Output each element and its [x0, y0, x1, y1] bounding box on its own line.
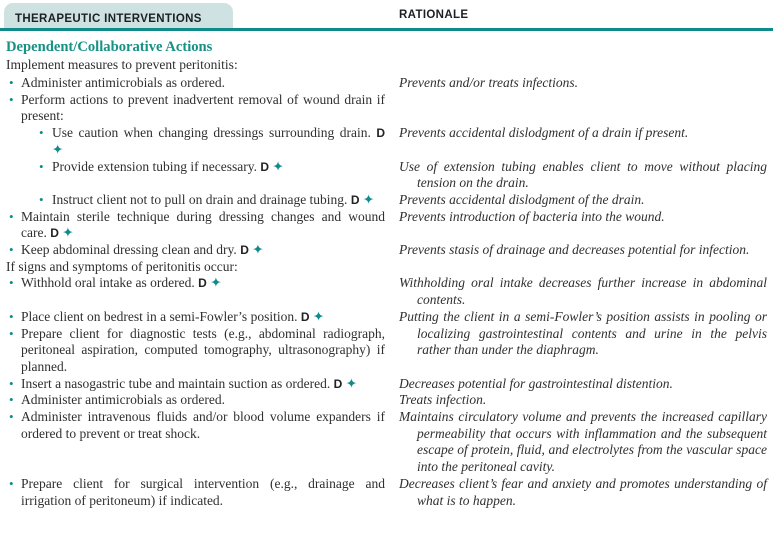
collaborative-star-icon: ✦: [252, 242, 264, 258]
bullet-icon: •: [39, 125, 44, 141]
intervention-text: If signs and symptoms of peritonitis occur:: [6, 258, 238, 274]
bullet-icon: •: [9, 475, 14, 491]
intervention-text: Administer intravenous fluids and/or blood volume expanders if ordered to prevent or treat shock.: [21, 409, 385, 441]
rationale-text: Prevents and/or treats infections.: [399, 75, 578, 90]
bullet-icon: •: [9, 242, 14, 258]
intervention-cell: [6, 75, 385, 92]
collaborative-star-icon: ✦: [52, 141, 64, 157]
rationale-cell: [399, 159, 767, 192]
rationale-text: Decreases client’s fear and anxiety and promotes understanding of what is to happen.: [399, 475, 767, 508]
header-divider-rule: [0, 28, 773, 31]
dependent-action-flag: D: [300, 309, 310, 324]
rationale-text: Prevents accidental dislodgment of the drain.: [399, 191, 645, 207]
intervention-text: Maintain sterile technique during dressing changes and wound care. D ✦: [21, 208, 385, 241]
table-row: [6, 259, 767, 276]
collaborative-star-icon: ✦: [345, 375, 358, 391]
table-row: [6, 125, 767, 158]
rationale-cell: [399, 192, 767, 209]
intervention-cell: [6, 259, 385, 276]
bullet-icon: •: [9, 375, 14, 391]
collaborative-star-icon: ✦: [312, 308, 325, 324]
rationale-text: Prevents accidental dislodgment of a drain if present.: [399, 125, 689, 141]
intervention-text: Withhold oral intake as ordered. D ✦: [21, 275, 222, 291]
intervention-text: Administer antimicrobials as ordered.: [21, 75, 225, 90]
intervention-item: [6, 125, 385, 158]
rationale-text: Putting the client in a semi-Fowler’s position assists in pooling or localizing gastrointestinal contents and urine in the pelvis rather than under the diaphragm.: [399, 308, 767, 358]
dependent-action-flag: D: [240, 243, 249, 258]
collaborative-star-icon: ✦: [62, 225, 74, 241]
section-intro: Implement measures to prevent peritonitis:: [6, 57, 238, 72]
rationale-cell: [399, 75, 767, 92]
intervention-item: [6, 75, 385, 92]
table-row: [6, 409, 767, 476]
intervention-text: Insert a nasogastric tube and maintain suction as ordered. D ✦: [21, 375, 358, 391]
intervention-cell: [6, 376, 385, 393]
intervention-text: Prepare client for surgical intervention (e.g., drainage and irrigation of peritoneum) if indicated.: [21, 475, 385, 508]
intervention-item: [6, 476, 385, 509]
table-row: [6, 476, 767, 509]
rationale-text: Decreases potential for gastrointestinal distention.: [399, 375, 673, 391]
intervention-item: [6, 275, 385, 292]
rationale-text: Maintains circulatory volume and prevents the increased capillary permeability that occurs with inflammation and the subsequent escape of protein, fluid, and electrolytes from the vascular space into the peritoneal cavity.: [399, 409, 767, 475]
dependent-action-flag: D: [350, 192, 360, 207]
intervention-item: [6, 326, 385, 376]
intervention-cell: [6, 209, 385, 242]
intervention-item: [6, 209, 385, 242]
intervention-cell: [6, 92, 385, 125]
bullet-icon: •: [9, 325, 14, 341]
rationale-cell: [399, 209, 767, 226]
bullet-icon: •: [39, 191, 44, 207]
bullet-icon: •: [9, 392, 14, 408]
dependent-action-flag: D: [198, 276, 207, 291]
rationale-column-header: RATIONALE: [399, 9, 469, 21]
intervention-item: [6, 242, 385, 259]
intervention-cell: [6, 275, 385, 292]
dependent-action-flag: D: [50, 226, 59, 241]
collaborative-star-icon: ✦: [362, 191, 375, 207]
intervention-item: [6, 409, 385, 442]
intervention-cell: [6, 242, 385, 259]
intervention-text: Place client on bedrest in a semi-Fowler’s position. D ✦: [21, 308, 325, 324]
table-row: [6, 275, 767, 308]
rationale-text: Prevents stasis of drainage and decreases potential for infection.: [399, 242, 750, 258]
bullet-icon: •: [39, 158, 44, 174]
rationale-cell: [399, 125, 767, 142]
intervention-cell: [6, 392, 385, 409]
intervention-cell: [6, 125, 385, 158]
intervention-cell: [6, 409, 385, 442]
intervention-text: Provide extension tubing if necessary. D ✦: [52, 158, 284, 174]
intervention-item: [6, 92, 385, 125]
intervention-cell: [6, 309, 385, 376]
intervention-cell: [6, 192, 385, 209]
interventions-column-header: THERAPEUTIC INTERVENTIONS: [15, 13, 202, 25]
bullet-icon: •: [9, 75, 14, 90]
interventions-header-tab: [4, 3, 233, 29]
rationale-text: Withholding oral intake decreases further increase in abdominal contents.: [399, 275, 767, 308]
table-row: [6, 376, 767, 393]
table-row: [6, 392, 767, 409]
intervention-cell: [6, 159, 385, 176]
intervention-item: [6, 376, 385, 393]
rationale-text: Prevents introduction of bacteria into the wound.: [399, 208, 665, 224]
intervention-item: [6, 159, 385, 176]
bullet-icon: •: [9, 91, 14, 107]
dependent-action-flag: D: [260, 159, 269, 174]
dependent-action-flag: D: [333, 376, 343, 391]
table-row: [6, 192, 767, 209]
intervention-text: Keep abdominal dressing clean and dry. D ✦: [21, 242, 264, 258]
intervention-cell: [6, 476, 385, 509]
dependent-action-flag: D: [376, 126, 385, 141]
intervention-item: [6, 309, 385, 326]
intervention-text: Instruct client not to pull on drain and drainage tubing. D ✦: [52, 191, 375, 207]
section-heading: Dependent/Collaborative Actions: [6, 39, 213, 55]
intervention-item: [6, 392, 385, 409]
rationale-cell: [399, 242, 767, 259]
rationale-cell: [399, 476, 767, 509]
collaborative-star-icon: ✦: [272, 158, 284, 174]
rationale-cell: [399, 275, 767, 308]
intervention-item: [6, 259, 385, 276]
intervention-text: Prepare client for diagnostic tests (e.g., abdominal radiograph, peritoneal aspiration, computed tomography, ultrasonography) if planned.: [21, 325, 385, 374]
intervention-text: Perform actions to prevent inadvertent removal of wound drain if present:: [21, 91, 385, 124]
care-plan-content: [6, 39, 767, 509]
care-plan-rows: [6, 75, 767, 509]
table-row: [6, 209, 767, 242]
table-row: [6, 75, 767, 92]
intervention-text: Use caution when changing dressings surrounding drain. D ✦: [52, 125, 385, 157]
rationale-cell: [399, 309, 767, 359]
bullet-icon: •: [9, 409, 14, 425]
rationale-text: Treats infection.: [399, 392, 487, 408]
rationale-text: Use of extension tubing enables client to move without placing tension on the drain.: [399, 158, 767, 191]
table-row: [6, 159, 767, 192]
table-row: [6, 242, 767, 259]
table-row: [6, 92, 767, 125]
rationale-cell: [399, 392, 767, 409]
intervention-text: Administer antimicrobials as ordered.: [21, 392, 225, 408]
bullet-icon: •: [9, 208, 14, 224]
intervention-item: [6, 192, 385, 209]
rationale-cell: [399, 409, 767, 476]
table-row: [6, 309, 767, 376]
bullet-icon: •: [9, 275, 14, 291]
collaborative-star-icon: ✦: [210, 275, 222, 291]
bullet-icon: •: [9, 308, 14, 324]
rationale-cell: [399, 376, 767, 393]
